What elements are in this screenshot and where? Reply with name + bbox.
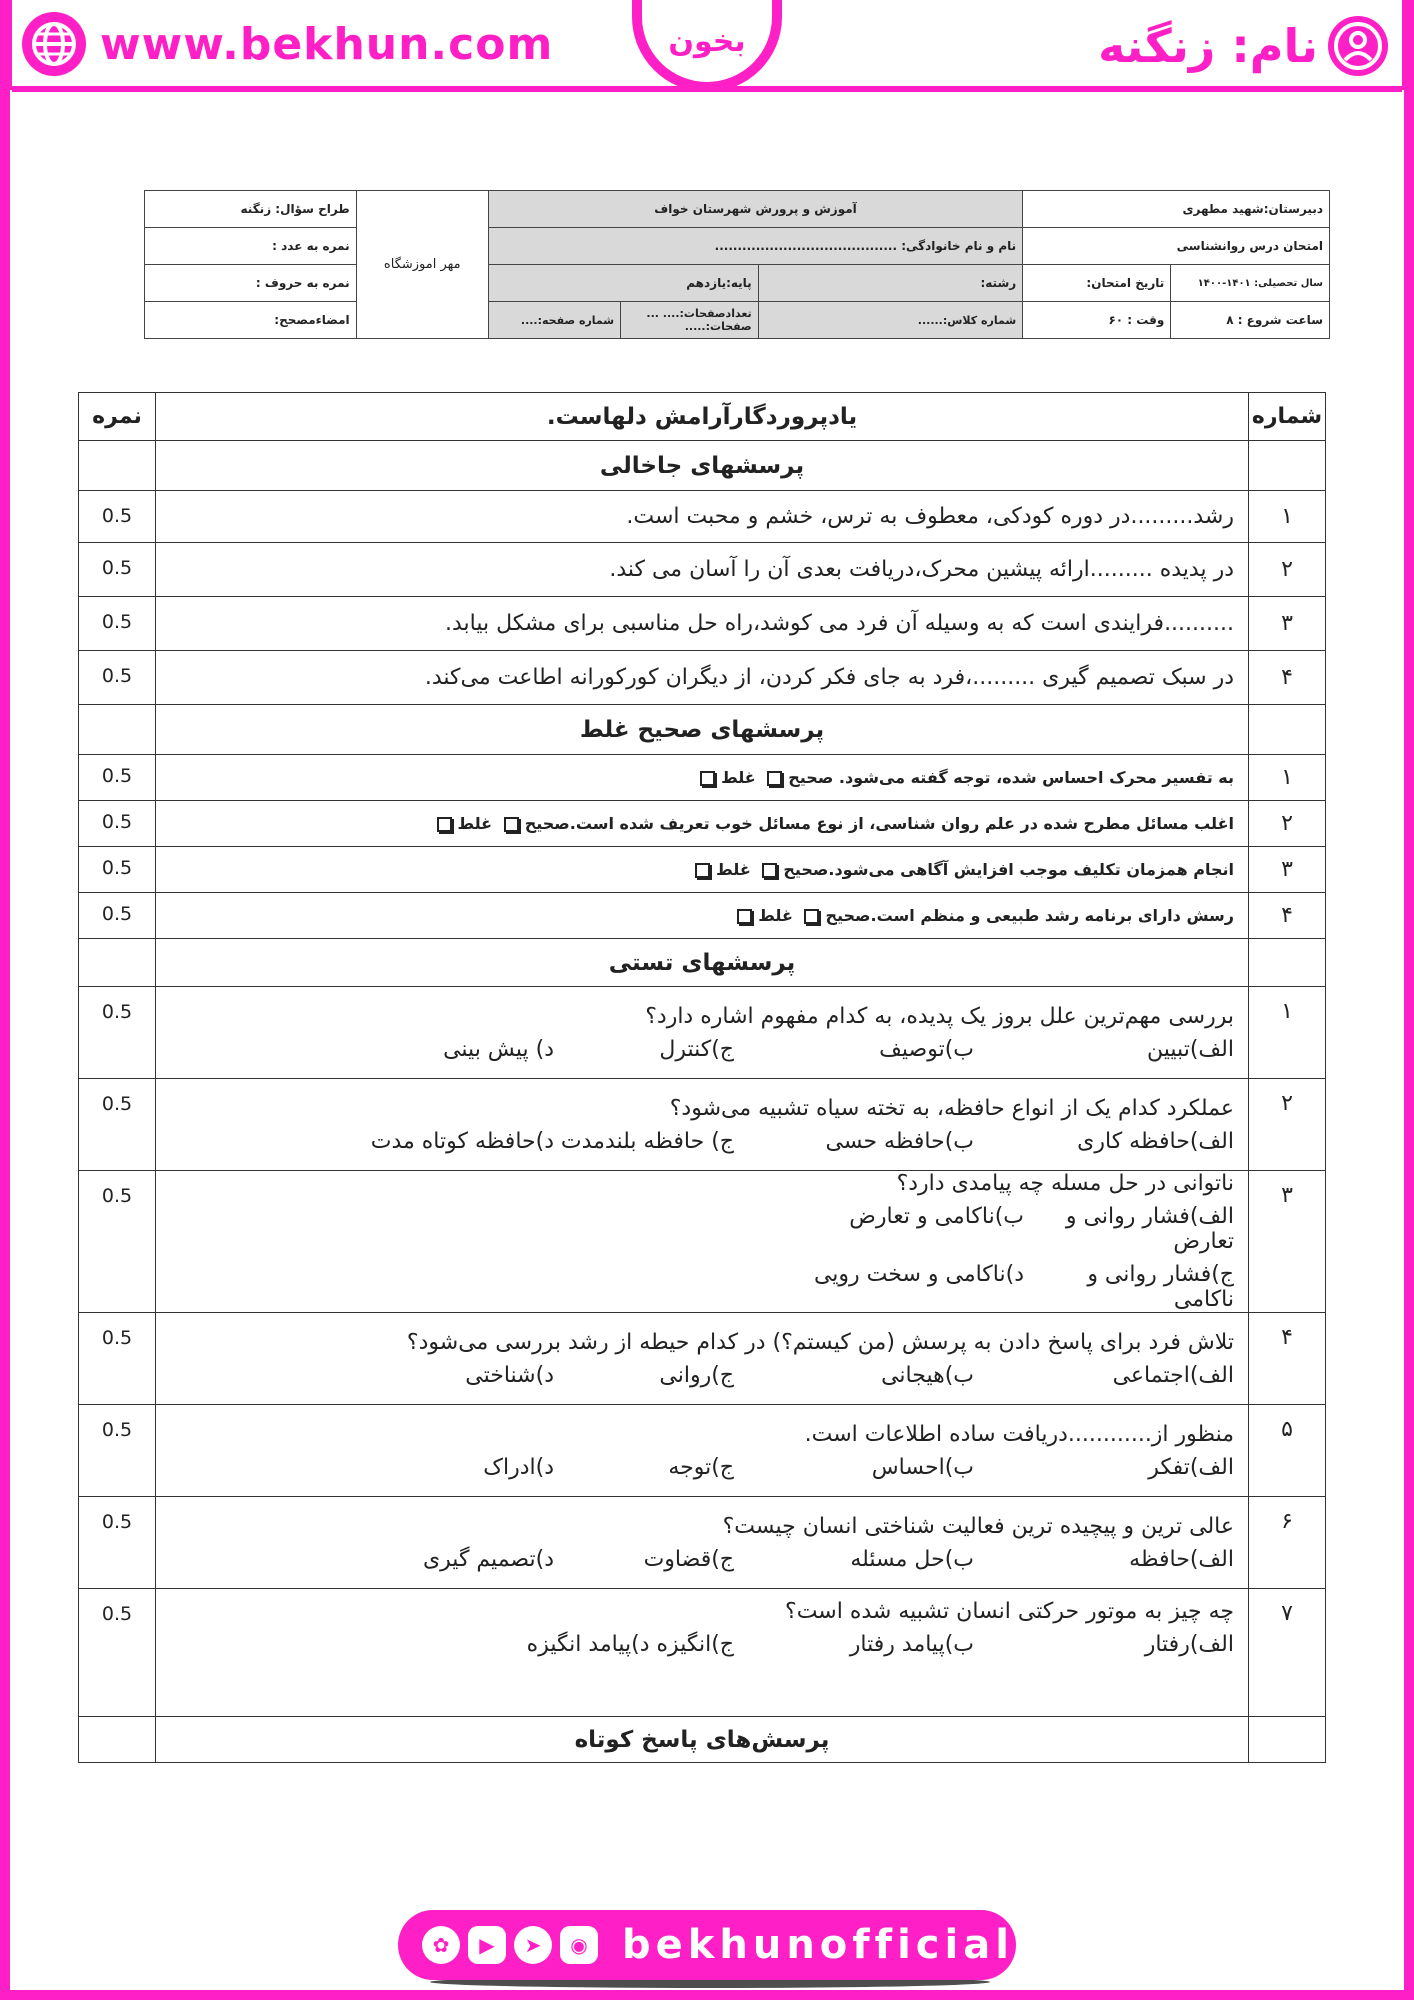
question-number: ۲ (1249, 1079, 1326, 1171)
question-score: 0.5 (79, 987, 156, 1079)
table-row (79, 1497, 1326, 1589)
table-row (79, 1405, 1326, 1497)
social-bar[interactable] (398, 1910, 1016, 1980)
false-label: غلط (716, 860, 751, 879)
option-d[interactable]: د)ادراک (483, 1454, 554, 1480)
option-a[interactable]: الف)حافظه (1129, 1546, 1234, 1572)
question-score: 0.5 (79, 597, 156, 651)
tf-statement: رسش دارای برنامه رشد طبیعی و منظم است. (870, 906, 1234, 925)
option-c[interactable]: ج) حافظه بلندمدت (560, 1128, 734, 1154)
option-b[interactable]: ب)احساس (871, 1454, 974, 1480)
true-checkbox[interactable] (804, 909, 819, 924)
option-a[interactable]: الف)حافظه کاری (1077, 1128, 1234, 1154)
question-score: 0.5 (79, 847, 156, 893)
question-number: ۱ (1249, 491, 1326, 543)
col-score-header: نمره (79, 393, 156, 441)
question-stem: تلاش فرد برای پاسخ دادن به پرسش (من کیستم؟) در کدام حیطه از رشد بررسی می‌شود؟ (406, 1329, 1234, 1355)
option-b[interactable]: ب)هیجانی (881, 1362, 974, 1388)
option-b[interactable]: ب)ناکامی و تعارض (849, 1204, 1024, 1229)
options (170, 1204, 1234, 1254)
true-checkbox[interactable] (504, 817, 519, 832)
question-number: ۵ (1249, 1405, 1326, 1497)
option-c[interactable]: ج)روانی (659, 1362, 734, 1388)
option-c[interactable]: ج)توجه (668, 1454, 734, 1480)
class-number: شماره کلاس:...... (758, 302, 1023, 339)
options (170, 1129, 1234, 1154)
table-row (79, 755, 1326, 801)
grade-label: پایه:یازدهم (488, 265, 758, 302)
question-text (156, 1497, 1249, 1589)
true-checkbox[interactable] (767, 771, 782, 786)
option-d[interactable]: د)تصمیم گیری (422, 1546, 554, 1572)
field-label: رشته: (758, 265, 1023, 302)
table-row (79, 1079, 1326, 1171)
duration: وقت : ۶۰ (1023, 302, 1171, 339)
social-icons (422, 1926, 606, 1964)
false-checkbox[interactable] (700, 771, 715, 786)
question-score: 0.5 (79, 543, 156, 597)
question-text (156, 1079, 1249, 1171)
score-letters-label: نمره به حروف : (145, 265, 357, 302)
option-d[interactable]: د)شناختی (465, 1362, 554, 1388)
school-stamp: مهر اموزشگاه (356, 191, 488, 339)
true-label: صحیح (788, 768, 834, 787)
question-text (156, 987, 1249, 1079)
question-text (156, 1405, 1249, 1497)
true-label: صحیح (524, 814, 570, 833)
options (170, 1037, 1234, 1062)
score-number-label: نمره به عدد : (145, 228, 357, 265)
student-name-field: نام و نام خانوادگی: ........................................ (488, 228, 1022, 265)
author-name-text: نام: زنگنه (1098, 19, 1318, 73)
question-number: ۴ (1249, 1313, 1326, 1405)
table-row (79, 1171, 1326, 1313)
option-b[interactable]: ب)حافظه حسی (825, 1128, 974, 1154)
option-a[interactable]: الف)اجتماعی (1112, 1362, 1234, 1388)
table-row (79, 651, 1326, 705)
question-score: 0.5 (79, 491, 156, 543)
option-a[interactable]: الف)رفتار (1144, 1632, 1234, 1657)
false-checkbox[interactable] (437, 817, 452, 832)
org-name: آموزش و پرورش شهرستان خواف (488, 191, 1022, 228)
question-number: ۳ (1249, 597, 1326, 651)
table-row (79, 597, 1326, 651)
question-score: 0.5 (79, 1079, 156, 1171)
options (170, 1632, 1234, 1657)
true-checkbox[interactable] (762, 863, 777, 878)
question-score: 0.5 (79, 1497, 156, 1589)
author-name (1098, 14, 1388, 78)
false-label: غلط (721, 768, 756, 787)
section-tf-title: پرسشهای صحیح غلط (156, 705, 1249, 755)
option-b[interactable]: ب)پیامد رفتار (849, 1632, 974, 1657)
question-number: ۳ (1249, 1171, 1326, 1313)
question-text (156, 893, 1249, 939)
question-text (156, 801, 1249, 847)
question-stem: بررسی مهم‌ترین علل بروز یک پدیده، به کدام مفهوم اشاره دارد؟ (645, 1003, 1234, 1029)
option-a[interactable]: الف)تفکر (1148, 1454, 1234, 1480)
question-score: 0.5 (79, 651, 156, 705)
social-handle[interactable]: bekhunofficial (622, 1922, 1014, 1968)
exam-title: امتحان درس روانشناسی (1023, 228, 1330, 265)
section-short-title: پرسش‌های پاسخ کوتاه (156, 1717, 1249, 1763)
true-label: صحیح (783, 860, 829, 879)
table-row (79, 893, 1326, 939)
question-text (156, 755, 1249, 801)
false-checkbox[interactable] (695, 863, 710, 878)
aparat-icon[interactable]: ✿ (422, 1926, 460, 1964)
table-row (79, 1589, 1326, 1717)
question-score: 0.5 (79, 1313, 156, 1405)
section-mc-title: پرسشهای تستی (156, 939, 1249, 987)
question-number: ۷ (1249, 1589, 1326, 1717)
option-a[interactable]: الف)فشار روانی و تعارض (1065, 1204, 1234, 1254)
page-count: تعدادصفحات:.... ... صفحات:..... (621, 302, 759, 339)
option-b[interactable]: ب)توصیف (879, 1036, 974, 1062)
question-stem: عالی ترین و پیچیده ترین فعالیت شناختی انسان چیست؟ (722, 1513, 1234, 1539)
tf-statement: به تفسیر محرک احساس شده، توجه گفته می‌شود. (838, 768, 1234, 787)
false-label: غلط (758, 906, 793, 925)
exam-date: تاریخ امتحان: (1023, 265, 1171, 302)
question-number: ۴ (1249, 893, 1326, 939)
question-text (156, 1589, 1249, 1717)
option-c[interactable]: ج)کنترل (659, 1036, 734, 1062)
question-text (156, 1313, 1249, 1405)
option-d[interactable]: د)حافظه کوتاه مدت (370, 1128, 554, 1154)
question-stem: ناتوانی در حل مسله چه پیامدی دارد؟ (896, 1171, 1234, 1196)
question-text: رشد.........در دوره کودکی، معطوف به ترس، خشم و محبت است. (156, 491, 1249, 543)
options (170, 1262, 1234, 1312)
youtube-icon[interactable]: ▶ (468, 1926, 506, 1964)
option-d[interactable]: د) پیش بینی (443, 1036, 554, 1062)
tf-statement: اغلب مسائل مطرح شده در علم روان شناسی، از نوع مسائل خوب تعریف شده است. (569, 814, 1234, 833)
brand-logo (642, 0, 772, 82)
option-c[interactable]: ج)قضاوت (643, 1546, 734, 1572)
question-designer: طراح سؤال: زنگنه (145, 191, 357, 228)
table-row (79, 1313, 1326, 1405)
table-row (79, 801, 1326, 847)
options (170, 1455, 1234, 1480)
instagram-icon[interactable]: ◉ (560, 1926, 598, 1964)
option-c[interactable]: ج)انگیزه د)پیامد انگیزه (526, 1632, 734, 1657)
question-number: ۱ (1249, 755, 1326, 801)
question-number: ۲ (1249, 543, 1326, 597)
user-icon (1328, 16, 1388, 76)
question-number: ۴ (1249, 651, 1326, 705)
question-score: 0.5 (79, 755, 156, 801)
site-url[interactable]: www.bekhun.com (100, 18, 554, 70)
page-number: شماره صفحه:.... (488, 302, 620, 339)
option-b[interactable]: ب)حل مسئله (850, 1546, 974, 1572)
option-c[interactable]: ج)فشار روانی و ناکامی (1087, 1262, 1234, 1312)
brand-logo-text: بخون (668, 23, 746, 59)
question-stem: منظور از............دریافت ساده اطلاعات است. (804, 1421, 1234, 1447)
tf-statement: انجام همزمان تکلیف موجب افزایش آگاهی می‌شود. (828, 860, 1234, 879)
option-d[interactable]: د)ناکامی و سخت رویی (813, 1262, 1024, 1287)
table-row (79, 543, 1326, 597)
false-label: غلط (457, 814, 493, 833)
table-row (79, 987, 1326, 1079)
options (170, 1363, 1234, 1388)
question-score: 0.5 (79, 801, 156, 847)
false-checkbox[interactable] (737, 909, 752, 924)
question-text: در پدیده .........ارائه پیشین محرک،دریافت بعدی آن را آسان می کند. (156, 543, 1249, 597)
exam-table (78, 392, 1326, 1763)
motto: یادپروردگارآرامش دلهاست. (156, 393, 1249, 441)
question-score: 0.5 (79, 1405, 156, 1497)
school-name: دبیرستان:شهید مطهری (1023, 191, 1330, 228)
question-score: 0.5 (79, 1171, 156, 1313)
true-label: صحیح (825, 906, 871, 925)
exam-info-table (144, 190, 1330, 339)
question-score: 0.5 (79, 893, 156, 939)
question-number: ۳ (1249, 847, 1326, 893)
question-number: ۶ (1249, 1497, 1326, 1589)
table-row (79, 491, 1326, 543)
telegram-icon[interactable]: ➤ (514, 1926, 552, 1964)
question-text: ..........فرایندی است که به وسیله آن فرد می کوشد،راه حل مناسبی برای مشکل بیابد. (156, 597, 1249, 651)
section-fill-title: پرسشهای جاخالی (156, 441, 1249, 491)
question-score: 0.5 (79, 1589, 156, 1717)
grader-signature: امضاءمصحح: (145, 302, 357, 339)
table-row (79, 847, 1326, 893)
question-text: در سبک تصمیم گیری .........،فرد به جای فکر کردن، از دیگران کورکورانه اطاعت می‌کند. (156, 651, 1249, 705)
options (170, 1547, 1234, 1572)
globe-icon (22, 12, 86, 76)
academic-year: سال تحصیلی: ۱۴۰۱-۱۴۰۰ (1171, 265, 1330, 302)
question-text (156, 847, 1249, 893)
question-stem: چه چیز به موتور حرکتی انسان تشبیه شده است؟ (785, 1599, 1234, 1624)
option-a[interactable]: الف)تبیین (1147, 1036, 1234, 1062)
col-number-header: شماره (1249, 393, 1326, 441)
question-text (156, 1171, 1249, 1313)
start-time: ساعت شروع : ۸ (1171, 302, 1330, 339)
question-number: ۱ (1249, 987, 1326, 1079)
question-stem: عملکرد کدام یک از انواع حافظه، به تخته سیاه تشبیه می‌شود؟ (669, 1095, 1234, 1121)
site-link[interactable] (22, 14, 553, 74)
question-number: ۲ (1249, 801, 1326, 847)
